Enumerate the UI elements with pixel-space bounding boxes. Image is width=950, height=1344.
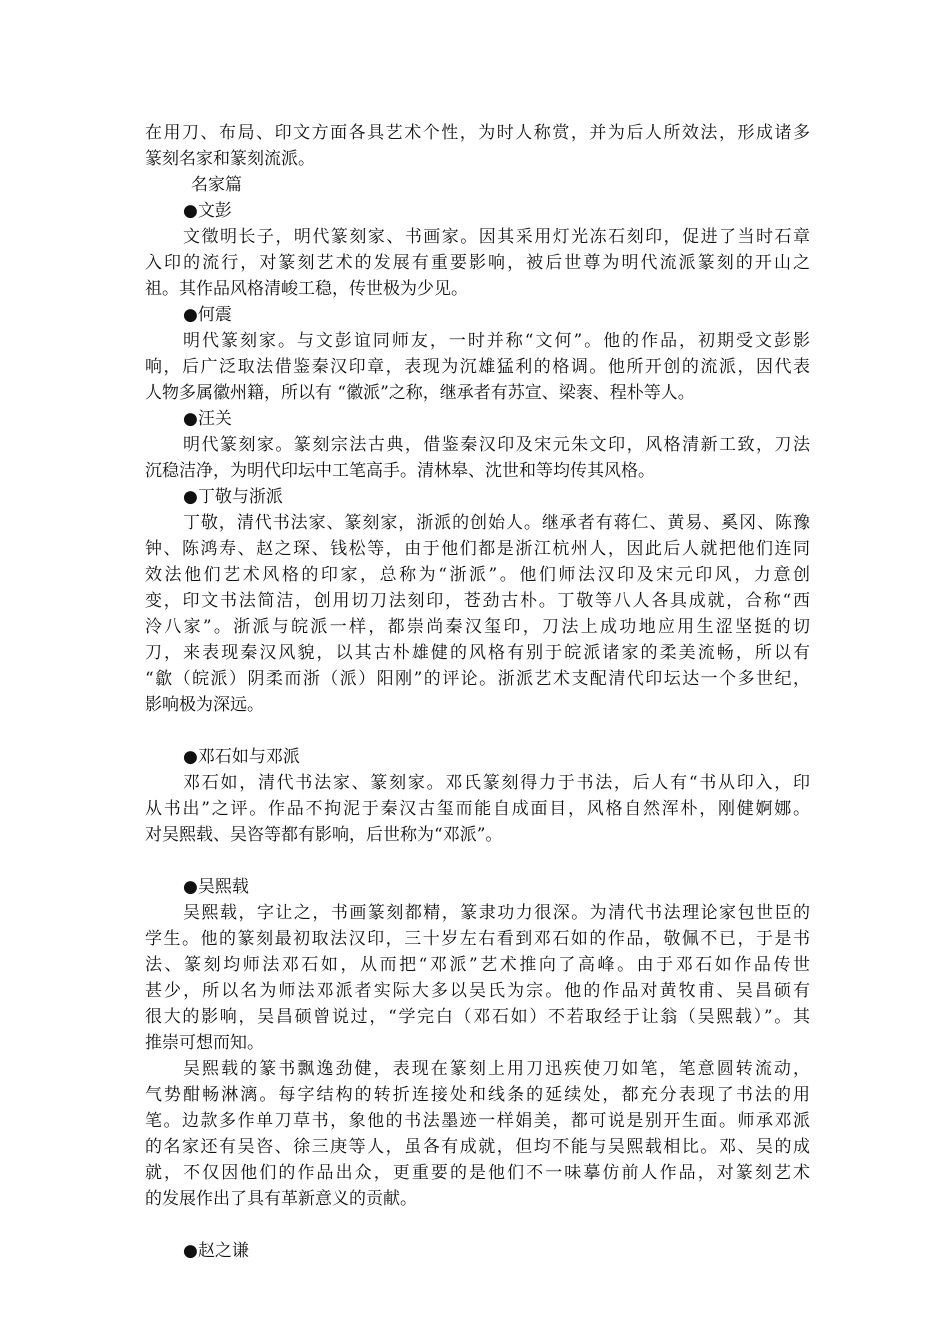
- paragraph-line: 学生。他的篆刻最初取法汉印，三十岁左右看到邓石如的作品，敬佩不已，于是书: [145, 929, 810, 949]
- paragraph-line: 明代篆刻家。与文彭谊同师友，一时并称“文何”。他的作品，初期受文彭影: [183, 331, 810, 351]
- paragraph-line: 甚少，所以名为师法邓派者实际大多以吴氏为宗。他的作品对黄牧甫、吴昌硕有: [145, 981, 810, 1001]
- paragraph-line: 响，后广泛取法借鉴秦汉印章，表现为沉雄猛利的格调。他所开创的流派，因代表: [145, 357, 810, 377]
- paragraph-line: 入印的流行，对篆刻艺术的发展有重要影响，被后世尊为明代流派篆刻的开山之: [145, 253, 810, 273]
- paragraph-line: 很大的影响，吴昌硕曾说过，“学完白（邓石如）不若取经于让翁（吴熙载）”。其: [145, 1007, 810, 1027]
- paragraph-line: 从书出”之评。作品不拘泥于秦汉古玺而能自成面目，风格自然浑朴，刚健婀娜。: [145, 799, 810, 819]
- paragraph-line: 的名家还有吴咨、徐三庚等人，虽各有成就，但均不能与吴熙载相比。邓、吴的成: [145, 1137, 810, 1157]
- paragraph-line: 笔。边款多作单刀草书，象他的书法墨迹一样娟美，都可说是别开生面。师承邓派: [145, 1111, 810, 1131]
- paragraph-line: 吴熙载的篆书飘逸劲健，表现在篆刻上用刀迅疾使刀如笔，笔意圆转流动，: [183, 1059, 810, 1079]
- spacer: [145, 1212, 810, 1238]
- paragraph-line: 人物多属徽州籍，所以有 “徽派”之称，继承者有苏宣、梁袠、程朴等人。: [145, 383, 695, 403]
- paragraph-line: 丁敬，清代书法家、篆刻家，浙派的创始人。继承者有蒋仁、黄易、奚冈、陈豫: [183, 513, 810, 533]
- heading-zhaozhiqian: ●赵之谦: [183, 1241, 249, 1261]
- spacer: [145, 718, 810, 744]
- paragraph-line: 就，不仅因他们的作品出众，更重要的是他们不一味摹仿前人作品，对篆刻艺术: [145, 1163, 810, 1183]
- paragraph-line: 文徵明长子，明代篆刻家、书画家。因其采用灯光冻石刻印，促进了当时石章: [183, 227, 810, 247]
- paragraph-line: “歙（皖派）阴柔而浙（派）阳刚”的评论。浙派艺术支配清代印坛达一个多世纪，: [145, 669, 810, 689]
- heading-wuxizai: ●吴熙载: [183, 877, 249, 897]
- paragraph-line: 气势酣畅淋漓。每字结构的转折连接处和线条的延续处，都充分表现了书法的用: [145, 1085, 810, 1105]
- heading-dengshiru: ●邓石如与邓派: [183, 747, 300, 767]
- heading-wenpeng: ●文彭: [183, 201, 232, 221]
- paragraph-line: 刀，来表现秦汉风貌，以其古朴雄健的风格有别于皖派诸家的柔美流畅，所以有: [145, 643, 810, 663]
- paragraph-line: 影响极为深远。: [145, 695, 264, 715]
- article-body: [145, 120, 810, 1264]
- paragraph-line: 效法他们艺术风格的印家，总称为“浙派”。他们师法汉印及宋元印风，力意创: [145, 565, 810, 585]
- paragraph-line: 钟、陈鸿寿、赵之琛、钱松等，由于他们都是浙江杭州人，因此后人就把他们连同: [145, 539, 810, 559]
- paragraph-line: 明代篆刻家。篆刻宗法古典，借鉴秦汉印及宋元朱文印，风格清新工致，刀法: [183, 435, 810, 455]
- heading-hezhen: ●何震: [183, 305, 232, 325]
- paragraph-line: 法、篆刻均师法邓石如，从而把“邓派”艺术推向了高峰。由于邓石如作品传世: [145, 955, 810, 975]
- paragraph-line: 对吴熙载、吴咨等都有影响，后世称为“邓派”。: [145, 825, 503, 845]
- paragraph-line: 泠八家”。浙派与皖派一样，都崇尚秦汉玺印，刀法上成功地应用生涩坚挺的切: [145, 617, 810, 637]
- paragraph-line: 的发展作出了具有革新意义的贡献。: [145, 1189, 417, 1209]
- paragraph-line: 吴熙载，字让之，书画篆刻都精，篆隶功力很深。为清代书法理论家包世臣的: [183, 903, 810, 923]
- spacer: [145, 848, 810, 874]
- heading-dingjing: ●丁敬与浙派: [183, 487, 283, 507]
- paragraph-line: 邓石如，清代书法家、篆刻家。邓氏篆刻得力于书法，后人有“书从印入，印: [183, 773, 810, 793]
- paragraph-line: 祖。其作品风格清峻工稳，传世极为少见。: [145, 279, 468, 299]
- paragraph-line: 沉稳洁净，为明代印坛中工笔高手。清林皋、沈世和等均传其风格。: [145, 461, 655, 481]
- intro-line: 在用刀、布局、印文方面各具艺术个性，为时人称赏，并为后人所效法，形成诸多: [145, 123, 810, 143]
- heading-wangguan: ●汪关: [183, 409, 232, 429]
- paragraph-line: 推崇可想而知。: [145, 1033, 264, 1053]
- section-title: 名家篇: [191, 175, 242, 195]
- paragraph-line: 变，印文书法简洁，创用切刀法刻印，苍劲古朴。丁敬等八人各具成就，合称“西: [145, 591, 810, 611]
- intro-line: 篆刻名家和篆刻流派。: [145, 149, 315, 169]
